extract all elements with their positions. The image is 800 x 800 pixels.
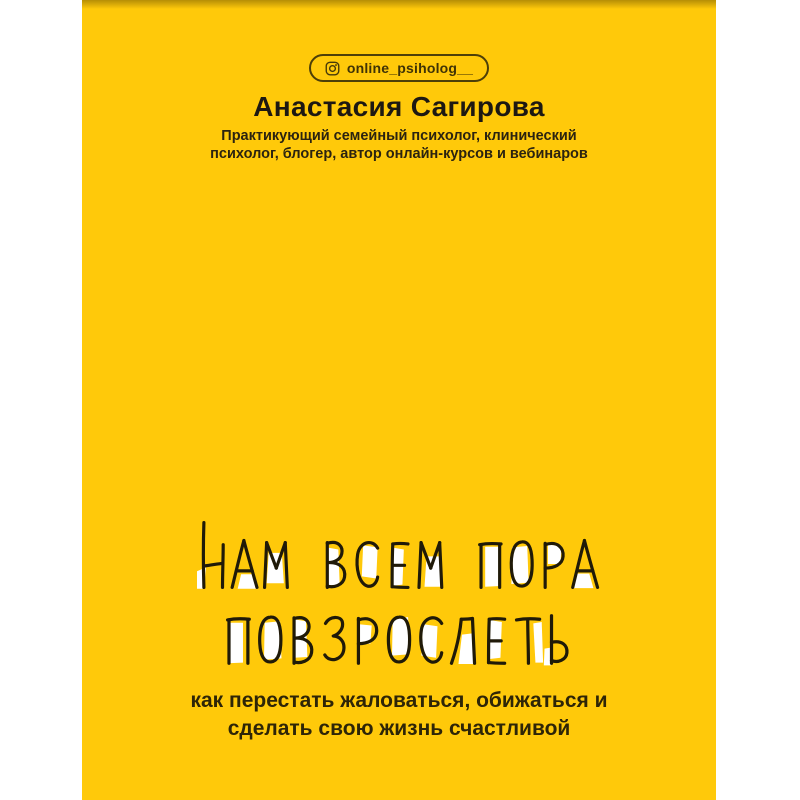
book-cover [82,0,716,800]
instagram-badge-row [82,54,716,82]
book-title-line-1 [82,517,716,593]
author-credentials: Практикующий семейный психолог, клинический психолог, блогер, автор онлайн-курсов и вебинаров [210,128,588,162]
book-subtitle: как перестать жаловаться, обижаться и сделать свою жизнь счастливой [190,689,608,740]
author-name: Анастасия Сагирова [253,91,545,122]
instagram-icon [325,61,340,76]
book-title-line-2 [82,610,716,669]
author-credentials-row [82,128,716,163]
book-title-line-1-drawing [197,517,601,593]
book-subtitle-row [82,687,716,743]
instagram-badge [309,54,489,82]
instagram-handle: online_psiholog__ [346,60,474,76]
cover-top-shadow [82,0,716,9]
book-title-line-2-drawing [222,610,576,669]
